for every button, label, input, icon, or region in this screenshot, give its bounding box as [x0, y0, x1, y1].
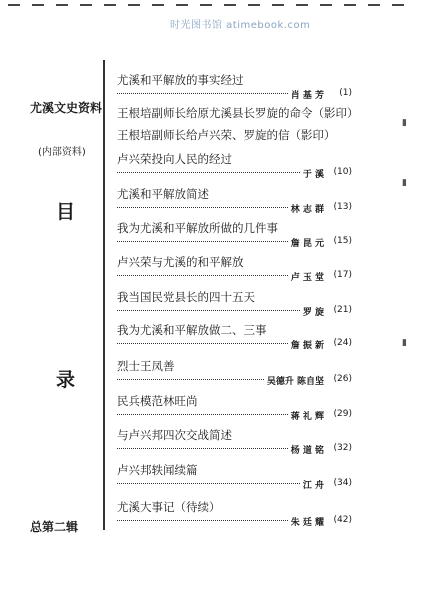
heading-mu: 目 [56, 201, 76, 223]
entry-author: 于 溪 [301, 167, 324, 180]
toc-entry [117, 463, 352, 490]
toc-entry [117, 221, 352, 248]
toc-entry [117, 73, 352, 100]
entry-page: (15) [333, 236, 352, 246]
dot-leader [117, 520, 304, 521]
entry-title: 我为尤溪和平解放做二、三事 [117, 323, 267, 337]
entry-title: 卢兴荣与尤溪的和平解放 [117, 255, 244, 269]
dot-leader [117, 172, 304, 173]
entry-page: (29) [333, 409, 352, 419]
dot-leader [117, 483, 304, 484]
entry-page: (13) [333, 202, 352, 212]
toc-entry [117, 187, 352, 214]
margin-mark: ▮ [402, 118, 407, 128]
entry-title: 烈士王凤善 [117, 359, 175, 373]
dot-leader [117, 93, 304, 94]
toc-entry [117, 323, 352, 350]
entry-page: (34) [333, 478, 352, 488]
entry-title: 我为尤溪和平解放所做的几件事 [117, 221, 278, 235]
entry-title: 尤溪大事记（待续） [117, 500, 221, 514]
entry-title: 我当国民党县长的四十五天 [117, 290, 255, 304]
watermark: 时光图书馆 atimebook.com [170, 20, 311, 31]
entry-title: 尤溪和平解放简述 [117, 187, 209, 201]
toc-entry [117, 290, 352, 317]
dot-leader [117, 275, 304, 276]
entry-title: 卢兴荣投向人民的经过 [117, 152, 232, 166]
entry-page: (32) [333, 443, 352, 453]
entry-title: 王根培副师长给原尤溪县长罗旋的命令（影印） [117, 106, 359, 120]
entry-author: 詹 振 新 [289, 338, 324, 351]
heading-lu: 录 [56, 369, 76, 391]
dot-leader [117, 207, 304, 208]
entry-author: 肖 基 芳 [289, 88, 324, 101]
dot-leader [117, 310, 304, 311]
toc-entry [117, 152, 352, 179]
entry-title: 民兵模范林旺尚 [117, 394, 198, 408]
entry-page: (42) [333, 515, 352, 525]
entry-title: 王根培副师长给卢兴荣、罗旋的信（影印） [117, 128, 336, 142]
volume-label: 总第二辑 [30, 520, 79, 534]
toc-entry [117, 500, 352, 527]
entry-author: 朱 廷 耀 [289, 515, 324, 528]
top-dash-border [8, 4, 418, 10]
entry-author: 卢 玉 堂 [289, 270, 324, 283]
dot-leader [117, 343, 304, 344]
divider-line [103, 60, 105, 530]
entry-author: 詹 昆 元 [289, 236, 324, 249]
entry-author: 罗 旋 [301, 305, 324, 318]
entry-page: (1) [339, 88, 352, 98]
entry-page: (17) [333, 270, 352, 280]
entry-page: (21) [333, 305, 352, 315]
entry-title: 卢兴邦轶闻续篇 [117, 463, 198, 477]
entry-author: 江 舟 [301, 478, 324, 491]
dot-leader [117, 414, 304, 415]
entry-page: (24) [333, 338, 352, 348]
toc-entry [117, 106, 359, 120]
dot-leader [117, 448, 304, 449]
toc-entry [117, 428, 352, 455]
entry-author: 林 志 群 [289, 202, 324, 215]
toc-entry [117, 359, 352, 386]
dot-leader [117, 241, 304, 242]
entry-page: (10) [333, 167, 352, 177]
toc-entry [117, 394, 352, 421]
entry-author: 杨 道 铭 [289, 443, 324, 456]
series-title: 尤溪文史资料 [30, 101, 103, 115]
toc-entry [117, 255, 352, 282]
entry-page: (26) [333, 374, 352, 384]
entry-title: 尤溪和平解放的事实经过 [117, 73, 244, 87]
margin-mark: ▮ [402, 338, 407, 348]
internal-note: (内部资料) [38, 147, 86, 158]
entry-title: 与卢兴邦四次交战简述 [117, 428, 232, 442]
toc-entry [117, 128, 352, 142]
margin-mark: ▮ [402, 178, 407, 188]
entry-author: 蒋 礼 辉 [289, 409, 324, 422]
entry-author: 吴德升 陈自坚 [265, 374, 324, 387]
